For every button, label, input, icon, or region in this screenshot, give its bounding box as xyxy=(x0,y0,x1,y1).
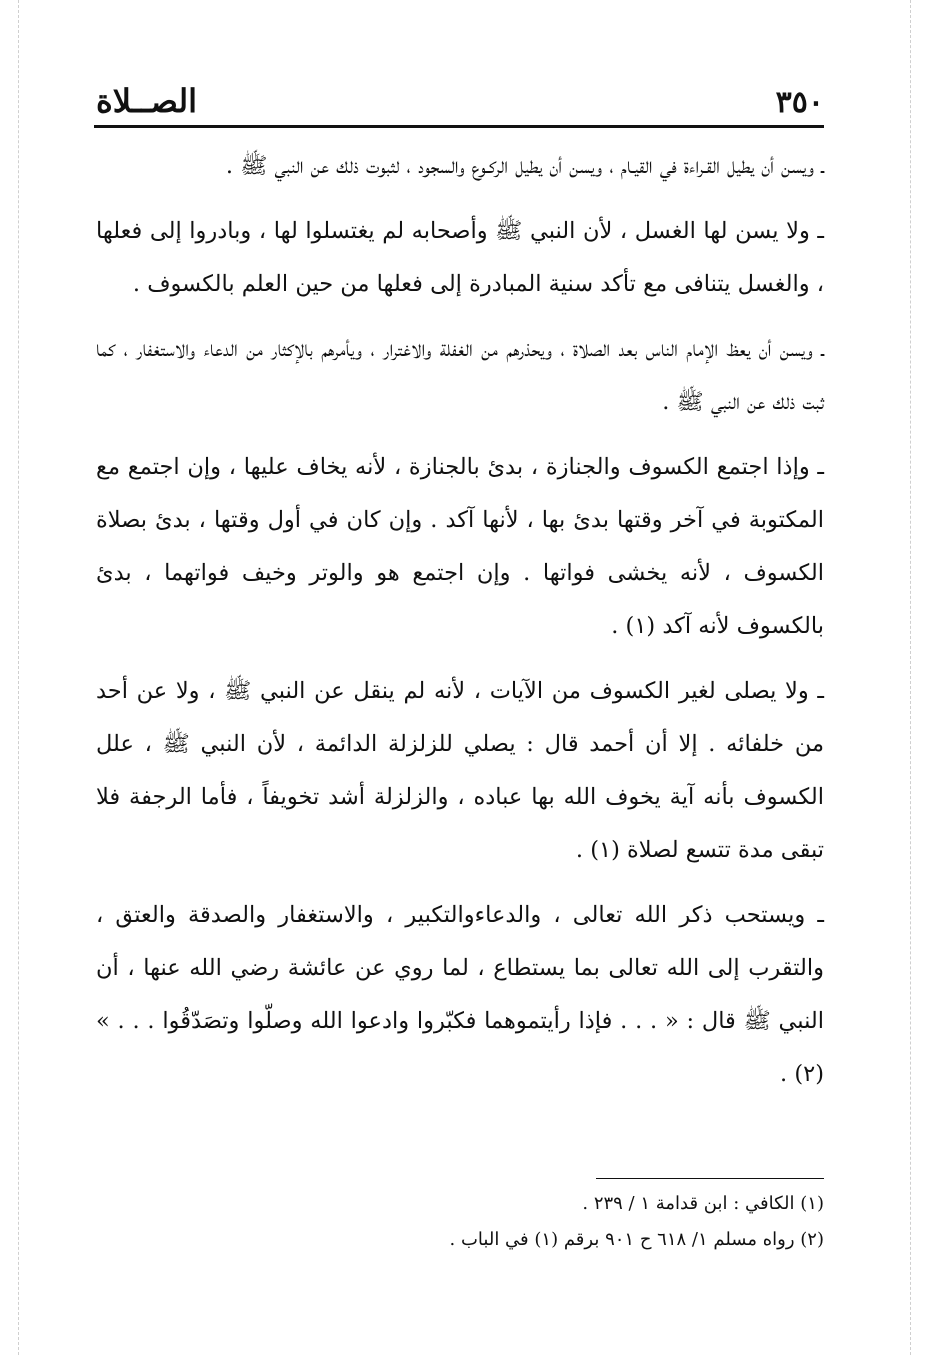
paragraph: ـ ولا يصلى لغير الكسوف من الآيات ، لأنه لم ينقل عن النبي ﷺ ، ولا عن أحد من خلفائه . إلا أن أحمد قال : يصلي للزلزلة الدائمة ، لأن النبي ﷺ ، علل الكسوف بأنه آية يخوف الله بها عباده ، والزلزلة أشد تخويفاً ، فأما الرجفة فلا تبقى مدة تتسع لصلاة (١) . xyxy=(96,678,824,863)
paragraph: ـ وإذا اجتمع الكسوف والجنازة ، بدئ بالجنازة ، لأنه يخاف عليها ، وإن اجتمع مع المكتوبة في آخر وقتها بدئ بها ، لأنها آكد . وإن كان في أول وقتها ، بدئ بصلاة الكسوف ، لأنه يخشى فواتها . وإن اجتمع هو والوتر وخيف فواتهما ، بدئ بالكسوف لأنه آكد (١) . xyxy=(96,454,824,639)
footnote: (١) الكافي : ابن قدامة ١ / ٢٣٩ . xyxy=(582,1193,824,1214)
paragraph: ـ ويستحب ذكر الله تعالى ، والدعاءوالتكبير ، والاستغفار والصدقة والعتق ، والتقرب إلى الله تعالى بما يستطاع ، لما روي عن عائشة رضي الله عنها ، أن النبي ﷺ قال : « . . . فإذا رأيتموهما فكبّروا وادعوا الله وصلّوا وتصَدّقُوا . . . » (٢) . xyxy=(96,902,824,1087)
page-number: ٣٥٠ xyxy=(775,85,824,120)
paragraph: ـ ويسن أن يطيل القـراءة في القيـام ، ويسن أن يطيل الركـوع والسجود ، لثبوت ذلك عن النبي ﷺ . xyxy=(225,153,824,179)
main-text xyxy=(96,140,824,1101)
page-header xyxy=(96,66,824,120)
footnotes xyxy=(96,1186,824,1258)
chapter-title: الصــلاة xyxy=(96,82,197,120)
header-divider xyxy=(94,125,824,128)
paragraph: ـ ويسن أن يعظ الإمام الناس بعد الصلاة ، ويحذرهم من الغفلة والاغترار ، ويأمرهم بالإكثار من الدعاء والاستغفار ، كما ثبت ذلك عن النبي ﷺ . xyxy=(96,336,824,415)
paragraph: ـ ولا يسن لها الغسل ، لأن النبي ﷺ وأصحابه لم يغتسلوا لها ، وبادروا إلى فعلها ، والغسل يتنافى مع تأكد سنية المبادرة إلى فعلها من حين العلم بالكسوف . xyxy=(96,218,824,297)
scan-edge-line xyxy=(910,0,911,1355)
footnote-divider xyxy=(596,1178,824,1179)
scan-edge-line xyxy=(18,0,19,1355)
footnote: (٢) رواه مسلم ١/ ٦١٨ ح ٩٠١ برقم (١) في الباب . xyxy=(449,1229,824,1250)
